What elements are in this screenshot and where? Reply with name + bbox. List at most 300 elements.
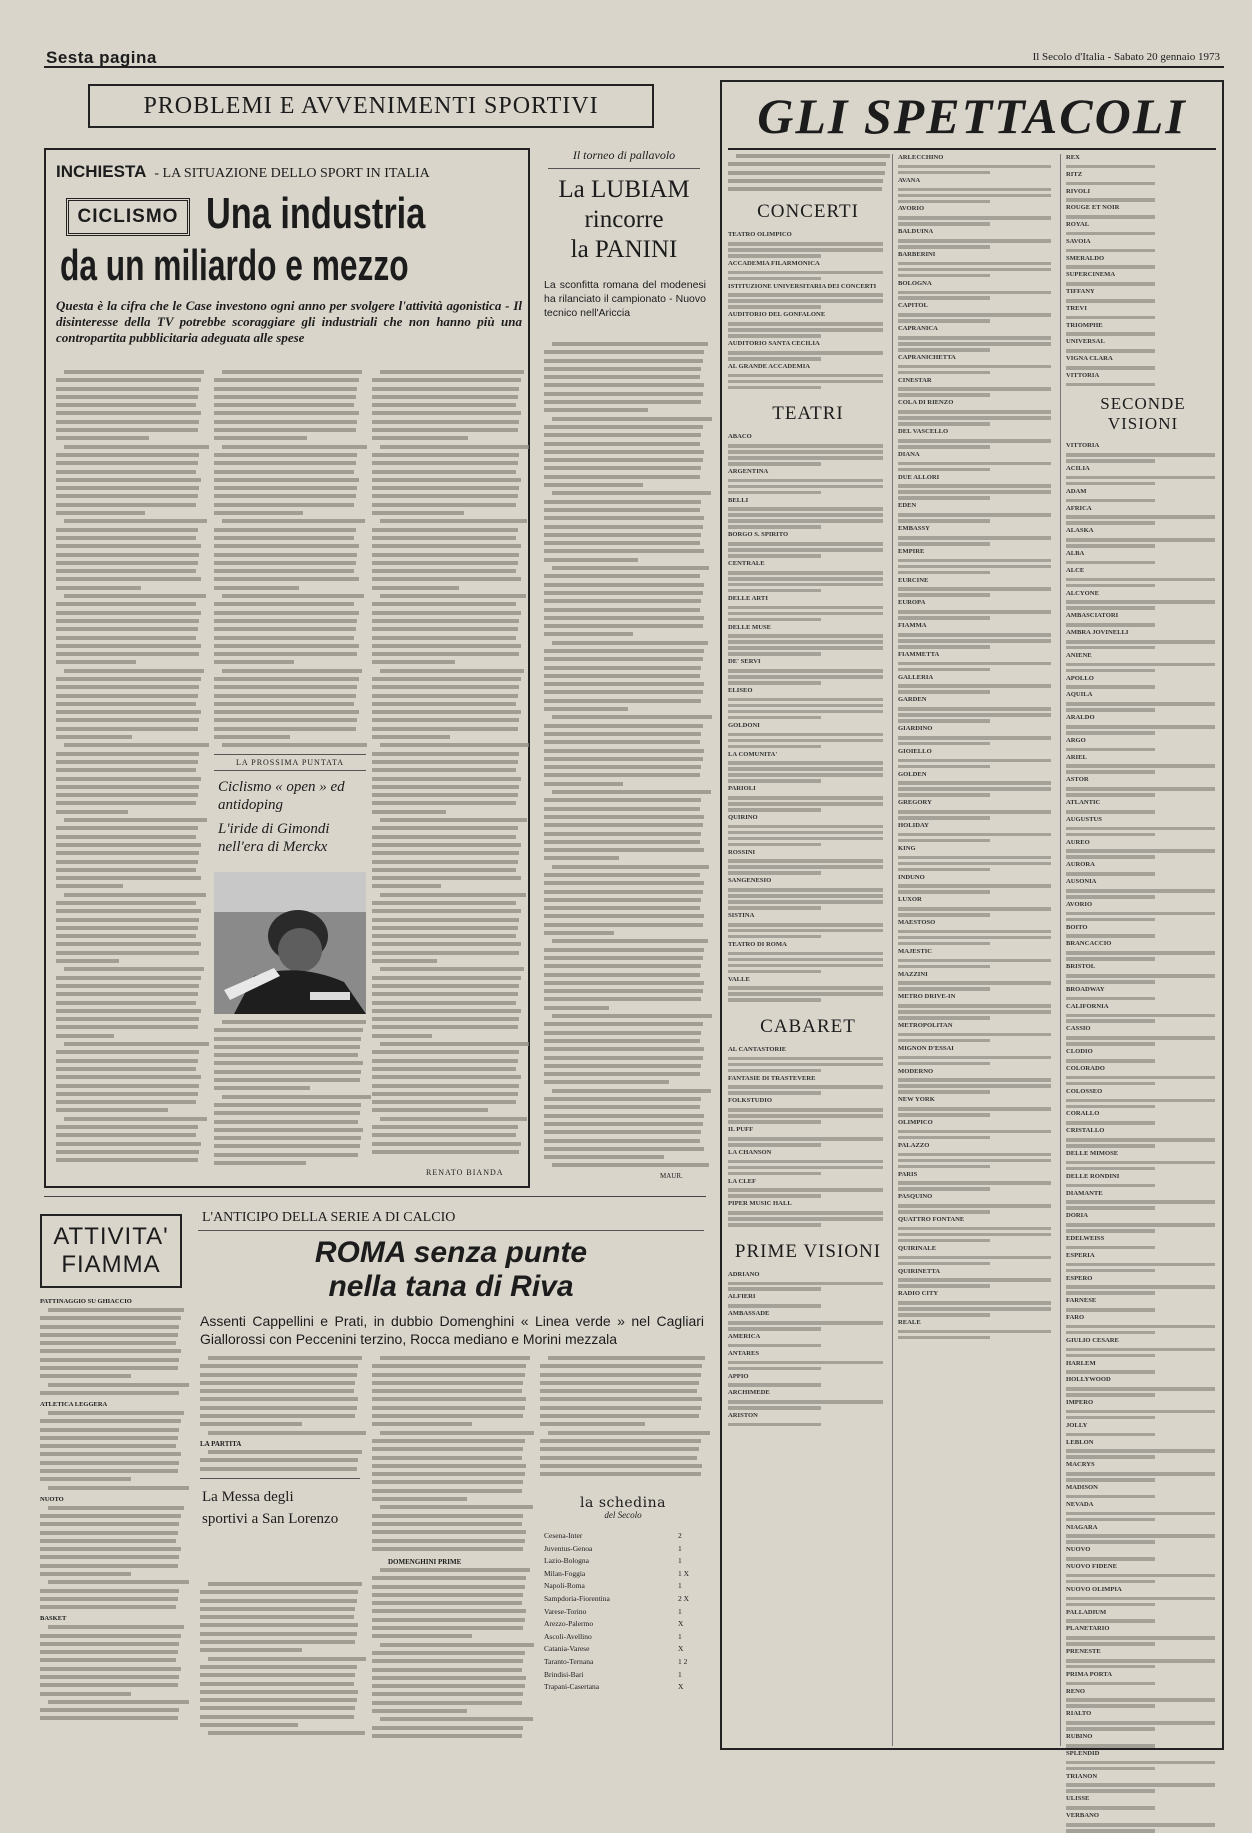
text-line-texture — [372, 694, 518, 698]
venue-name: TIFFANY — [1066, 288, 1095, 296]
text-line-texture — [222, 743, 367, 747]
venue-detail-texture — [728, 554, 821, 558]
venue-listing — [898, 1022, 1056, 1042]
text-line-texture — [200, 1690, 358, 1694]
text-line-texture — [728, 187, 882, 191]
venue-detail-texture — [728, 271, 883, 275]
venue-detail-texture — [728, 669, 883, 673]
venue-detail-texture — [728, 739, 883, 743]
text-line-texture — [372, 1734, 522, 1738]
venue-listing — [1066, 1275, 1220, 1295]
venue-detail-texture — [1066, 561, 1155, 565]
text-line-texture — [372, 777, 521, 781]
text-line-texture — [372, 636, 516, 640]
text-line-texture — [214, 511, 303, 515]
venue-name: ALCE — [1066, 566, 1085, 574]
venue-detail-texture — [1066, 1161, 1215, 1165]
text-line-texture — [728, 171, 885, 175]
text-line-texture — [372, 835, 516, 839]
text-line-texture — [214, 1053, 358, 1057]
text-line-texture — [372, 528, 518, 532]
venue-listing — [1066, 171, 1220, 185]
text-line-texture — [372, 619, 519, 623]
venue-detail-texture — [1066, 1829, 1155, 1833]
venue-name: ROSSINI — [728, 848, 756, 856]
venue-detail-texture — [728, 293, 883, 297]
schedina-match: Cesena-Inter — [544, 1531, 583, 1540]
venue-listing — [728, 468, 888, 494]
text-line-texture — [372, 1626, 523, 1630]
text-line-texture — [48, 1580, 189, 1584]
schedina-box — [542, 1494, 704, 1744]
venue-name: ARLECCHINO — [898, 154, 944, 161]
venue-name: EDEN — [898, 502, 917, 510]
text-line-texture — [544, 1006, 609, 1010]
text-line-texture — [200, 1640, 355, 1644]
venue-name: PARIOLI — [728, 785, 756, 793]
venue-listing — [898, 1319, 1056, 1339]
text-line-texture — [48, 1383, 189, 1387]
venue-name: CALIFORNIA — [1066, 1002, 1109, 1010]
venue-name: MAESTOSO — [898, 919, 936, 927]
venue-detail-texture — [898, 1330, 1051, 1334]
venue-detail-texture — [728, 606, 883, 610]
venue-listing — [1066, 714, 1220, 734]
venue-listing — [1066, 1252, 1220, 1272]
venue-listing — [728, 1046, 888, 1072]
text-line-texture — [372, 785, 519, 789]
photo-caption-text — [214, 1020, 364, 1165]
serie-a-col-2 — [372, 1356, 528, 1556]
venue-listing — [898, 993, 1056, 1019]
venue-name: LUXOR — [898, 896, 922, 904]
venue-listing — [728, 531, 888, 557]
text-line-texture — [56, 1084, 199, 1088]
la-partita-body — [200, 1450, 360, 1472]
text-line-texture — [214, 677, 359, 681]
venue-detail-texture — [898, 736, 1051, 740]
venue-listing — [898, 896, 1056, 916]
text-line-texture — [372, 984, 519, 988]
venue-detail-texture — [1066, 849, 1215, 853]
venue-listing — [1066, 255, 1220, 269]
inchiesta-col-3 — [372, 370, 522, 1160]
venue-name: DUE ALLORI — [898, 473, 940, 481]
inchiesta-standfirst: Questa è la cifra che le Case investono ogni anno per svolgere l'attività agonistica - Il disinteresse della TV potrebbe scoraggiare gli industriali che non hanno più una contropartita pubblicitaria adeguata alle spese — [56, 298, 522, 345]
la-partita-label — [200, 1440, 360, 1448]
schedina-sign: 1 — [678, 1543, 682, 1553]
venue-name: HOLIDAY — [898, 822, 929, 830]
venue-name: PALLADIUM — [1066, 1608, 1107, 1616]
text-line-texture — [544, 425, 703, 429]
venue-listing — [1066, 612, 1220, 626]
schedina-sign: 2 — [678, 1531, 682, 1540]
text-line-texture — [544, 657, 703, 661]
venue-name: PASQUINO — [898, 1193, 933, 1201]
venue-detail-texture — [728, 865, 883, 869]
venue-detail-texture — [728, 577, 883, 581]
text-line-texture — [544, 740, 700, 744]
venue-detail-texture — [1066, 1416, 1155, 1420]
venue-name: MAZZINI — [898, 970, 928, 978]
text-line-texture — [214, 1111, 360, 1115]
text-line-texture — [214, 660, 294, 664]
text-line-texture — [64, 818, 207, 822]
text-line-texture — [544, 1097, 701, 1101]
venue-detail-texture — [1066, 1019, 1155, 1023]
venue-listing — [1066, 590, 1220, 610]
venue-detail-texture — [898, 484, 1051, 488]
text-line-texture — [200, 1723, 298, 1727]
venue-detail-texture — [898, 1159, 1051, 1163]
venue-detail-texture — [1066, 1099, 1215, 1103]
serie-a-article — [198, 1210, 706, 1750]
text-line-texture — [372, 1480, 523, 1484]
text-line-texture — [544, 649, 704, 653]
venue-detail-texture — [728, 802, 883, 806]
text-line-texture — [372, 1373, 525, 1377]
text-line-texture — [372, 1659, 523, 1663]
schedina-row — [544, 1580, 704, 1593]
venue-detail-texture — [898, 1084, 1051, 1088]
concerti-list — [728, 231, 888, 389]
text-line-texture — [372, 793, 518, 797]
text-line-texture — [200, 1414, 355, 1418]
venue-name: TREVI — [1066, 304, 1087, 312]
text-line-texture — [40, 1650, 178, 1654]
venue-detail-texture — [728, 998, 821, 1002]
venue-detail-texture — [898, 839, 990, 843]
venue-detail-texture — [728, 1321, 883, 1325]
text-line-texture — [552, 342, 708, 346]
text-line-texture — [214, 561, 356, 565]
venue-listing — [898, 280, 1056, 300]
venue-listing — [728, 1178, 888, 1198]
venue-detail-texture — [1066, 544, 1155, 548]
paper-date: Il Secolo d'Italia - Sabato 20 gennaio 1973 — [1032, 51, 1220, 63]
venue-listing — [728, 497, 888, 529]
venue-detail-texture — [728, 958, 883, 962]
venue-detail-texture — [728, 992, 883, 996]
venue-listing — [1066, 1190, 1220, 1210]
text-line-texture — [372, 1497, 467, 1501]
venue-listing — [898, 799, 1056, 819]
text-line-texture — [380, 519, 527, 523]
text-line-texture — [200, 1364, 358, 1368]
venue-detail-texture — [898, 542, 990, 546]
venue-detail-texture — [898, 336, 1051, 340]
inchiesta-byline: RENATO BIANDA — [426, 1168, 504, 1177]
text-line-texture — [372, 420, 519, 424]
venue-detail-texture — [1066, 1082, 1155, 1086]
text-line-texture — [544, 1105, 700, 1109]
venue-detail-texture — [728, 305, 821, 309]
text-line-texture — [56, 536, 196, 540]
text-line-texture — [214, 1070, 361, 1074]
venue-listing — [898, 354, 1056, 374]
text-line-texture — [372, 942, 521, 946]
text-line-texture — [56, 710, 201, 714]
venue-detail-texture — [728, 900, 883, 904]
text-line-texture — [380, 370, 524, 374]
text-line-texture — [544, 757, 703, 761]
venue-listing — [1066, 1439, 1220, 1459]
venue-listing — [1066, 986, 1220, 1000]
venue-detail-texture — [728, 1120, 821, 1124]
serie-a-col-3 — [540, 1356, 704, 1480]
venue-detail-texture — [728, 1217, 883, 1221]
text-line-texture — [40, 1349, 181, 1353]
venue-listing — [1066, 1688, 1220, 1708]
venue-listing — [1066, 488, 1220, 502]
text-line-texture — [540, 1406, 701, 1410]
venue-listing — [728, 1293, 888, 1307]
text-line-texture — [544, 1031, 701, 1035]
prime-visioni-list-a — [728, 1271, 888, 1427]
venue-listing — [1066, 799, 1220, 813]
text-line-texture — [40, 1597, 178, 1601]
text-line-texture — [380, 1356, 530, 1360]
venue-listing — [898, 205, 1056, 225]
text-line-texture — [544, 408, 648, 412]
venue-name: AMBRA JOVINELLI — [1066, 629, 1129, 637]
venue-listing — [898, 1216, 1056, 1242]
venue-name: AMERICA — [728, 1332, 761, 1340]
venue-detail-texture — [728, 888, 883, 892]
venue-listing — [728, 1389, 888, 1409]
venue-detail-texture — [1066, 482, 1155, 486]
text-line-texture — [736, 154, 890, 158]
venue-detail-texture — [1066, 606, 1155, 610]
venue-detail-texture — [728, 906, 821, 910]
venue-name: ARISTON — [728, 1412, 758, 1420]
text-line-texture — [544, 525, 703, 529]
text-line-texture — [380, 1431, 534, 1435]
text-line-texture — [544, 674, 700, 678]
venue-detail-texture — [1066, 1331, 1155, 1335]
text-line-texture — [552, 1163, 709, 1167]
prime-visioni-list-b — [898, 154, 1056, 1339]
venue-name: TRIOMPHE — [1066, 321, 1103, 329]
venue-listing — [728, 976, 888, 1002]
text-line-texture — [372, 976, 521, 980]
text-line-texture — [56, 951, 199, 955]
venue-listing — [898, 399, 1056, 425]
pallavolo-headline-1: La LUBIAM — [558, 176, 690, 203]
venue-detail-texture — [728, 456, 883, 460]
text-line-texture — [56, 577, 201, 581]
text-line-texture — [56, 644, 201, 648]
venue-listing — [728, 1200, 888, 1226]
text-line-texture — [56, 752, 199, 756]
text-line-texture — [214, 378, 359, 382]
seconde-visioni-heading: SECONDE VISIONI — [1100, 394, 1186, 434]
text-line-texture — [56, 1100, 196, 1104]
spettacoli-col-3 — [1066, 154, 1220, 1820]
text-line-texture — [544, 1139, 700, 1143]
venue-detail-texture — [898, 930, 1051, 934]
cyclist-photo — [214, 872, 366, 1014]
venue-name: AQUILA — [1066, 691, 1093, 699]
venue-name: INDUNO — [898, 873, 925, 881]
venue-name: ALCYONE — [1066, 589, 1099, 597]
attivita-title-2: FIAMMA — [61, 1251, 161, 1278]
venue-detail-texture — [1066, 1704, 1155, 1708]
text-line-texture — [56, 561, 198, 565]
text-line-texture — [372, 843, 521, 847]
venue-detail-texture — [728, 479, 883, 483]
venue-detail-texture — [1066, 702, 1215, 706]
text-line-texture — [544, 1122, 703, 1126]
venue-listing — [1066, 1484, 1220, 1498]
venue-name: APOLLO — [1066, 674, 1094, 682]
venue-detail-texture — [728, 386, 821, 390]
schedina-row — [544, 1530, 704, 1543]
venue-detail-texture — [1066, 872, 1155, 876]
venue-name: OLIMPICO — [898, 1119, 933, 1127]
text-line-texture — [548, 1356, 705, 1360]
pallavolo-standfirst: La sconfitta romana del modenesi ha rilanciato il campionato - Nuovo tecnico nell'Ariccia — [544, 279, 706, 319]
venue-listing — [898, 525, 1056, 545]
venue-detail-texture — [728, 351, 883, 355]
text-line-texture — [56, 378, 201, 382]
schedina-match: Brindisi-Bari — [544, 1669, 584, 1679]
text-line-texture — [56, 569, 196, 573]
venue-listing — [1066, 1812, 1220, 1832]
text-line-texture — [56, 453, 199, 457]
venue-detail-texture — [1066, 1184, 1155, 1188]
venue-detail-texture — [1066, 1308, 1155, 1312]
schedina-row — [544, 1593, 704, 1606]
text-line-texture — [372, 660, 455, 664]
serie-a-kicker: L'ANTICIPO DELLA SERIE A DI CALCIO — [202, 1210, 456, 1225]
text-line-texture — [544, 906, 700, 910]
venue-name: ARCHIMEDE — [728, 1389, 770, 1397]
pallavolo-signature: MAUR. — [660, 1172, 683, 1180]
venue-detail-texture — [898, 1165, 990, 1169]
venue-detail-texture — [898, 365, 1051, 369]
text-line-texture — [200, 1715, 354, 1719]
venue-listing — [1066, 1297, 1220, 1311]
venue-name: CLODIO — [1066, 1048, 1093, 1056]
text-line-texture — [222, 669, 362, 673]
text-line-texture — [544, 1047, 704, 1051]
text-line-texture — [56, 478, 201, 482]
text-line-texture — [372, 561, 518, 565]
text-line-texture — [372, 395, 518, 399]
text-line-texture — [56, 727, 198, 731]
venue-listing — [898, 696, 1056, 722]
text-line-texture — [372, 611, 521, 615]
text-line-texture — [214, 636, 354, 640]
text-line-texture — [380, 893, 526, 897]
venue-name: ALASKA — [1066, 527, 1094, 535]
text-line-texture — [544, 666, 701, 670]
text-line-texture — [544, 591, 703, 595]
text-line-texture — [214, 395, 356, 399]
attivita-fiamma — [40, 1214, 186, 1754]
la-partita-body-text — [200, 1450, 360, 1471]
text-line-texture — [372, 934, 516, 938]
venue-detail-texture — [898, 810, 1051, 814]
venue-name: LA CLEF — [728, 1177, 757, 1185]
venue-name: CASSIO — [1066, 1025, 1091, 1033]
text-line-texture — [552, 641, 708, 645]
text-line-texture — [214, 494, 356, 498]
venue-listing — [898, 451, 1056, 471]
venue-detail-texture — [1066, 810, 1155, 814]
text-line-texture — [56, 1001, 196, 1005]
venue-detail-texture — [1066, 1823, 1215, 1827]
messa-body — [200, 1582, 360, 1742]
venue-name: NUOVO FIDENE — [1066, 1563, 1117, 1571]
venue-name: DIANA — [898, 450, 920, 458]
venue-listing — [898, 302, 1056, 322]
text-line-texture — [544, 782, 623, 786]
venue-detail-texture — [728, 970, 821, 974]
venue-detail-texture — [728, 1223, 821, 1227]
venue-name: CAPRANICHETTA — [898, 353, 956, 361]
text-line-texture — [544, 981, 704, 985]
venue-listing — [1066, 1025, 1220, 1045]
venue-name: EMBASSY — [898, 525, 930, 533]
text-line-texture — [544, 367, 701, 371]
venue-name: BRANCACCIO — [1066, 940, 1112, 948]
venue-detail-texture — [1066, 827, 1215, 831]
text-line-texture — [40, 1605, 176, 1609]
venue-detail-texture — [1066, 770, 1155, 774]
venue-detail-texture — [898, 439, 1051, 443]
text-line-texture — [372, 1709, 467, 1713]
venue-detail-texture — [1066, 1659, 1215, 1663]
venue-detail-texture — [728, 374, 883, 378]
spettacoli-col-1 — [728, 154, 888, 1746]
venue-name: VITTORIA — [1066, 442, 1100, 450]
text-line-texture — [372, 627, 518, 631]
venue-listing — [1066, 527, 1220, 547]
venue-detail-texture — [1066, 669, 1155, 673]
venue-listing — [728, 433, 888, 465]
venue-detail-texture — [898, 913, 990, 917]
venue-detail-texture — [898, 593, 990, 597]
text-line-texture — [544, 450, 704, 454]
text-line-texture — [56, 868, 196, 872]
venue-detail-texture — [898, 907, 1051, 911]
venue-detail-texture — [728, 1344, 821, 1348]
text-line-texture — [56, 1142, 201, 1146]
venue-detail-texture — [898, 445, 990, 449]
venue-listing — [1066, 505, 1220, 525]
schedina-row — [544, 1631, 704, 1644]
venue-detail-texture — [1066, 1744, 1155, 1748]
text-line-texture — [214, 411, 359, 415]
messa-rule — [200, 1478, 360, 1479]
text-line-texture — [372, 959, 437, 963]
venue-name: PALAZZO — [898, 1141, 930, 1149]
text-line-texture — [40, 1316, 181, 1320]
problemi-banner-text: PROBLEMI E AVVENIMENTI SPORTIVI — [143, 92, 599, 119]
venue-listing — [898, 1245, 1056, 1265]
venue-detail-texture — [728, 745, 821, 749]
venue-detail-texture — [728, 675, 883, 679]
venue-detail-texture — [728, 242, 883, 246]
venue-listing — [728, 560, 888, 592]
venue-name: BOITO — [1066, 923, 1088, 931]
text-line-texture — [40, 1358, 179, 1362]
venue-detail-texture — [898, 1239, 990, 1243]
venue-detail-texture — [728, 704, 883, 708]
venue-listing — [1066, 1065, 1220, 1085]
